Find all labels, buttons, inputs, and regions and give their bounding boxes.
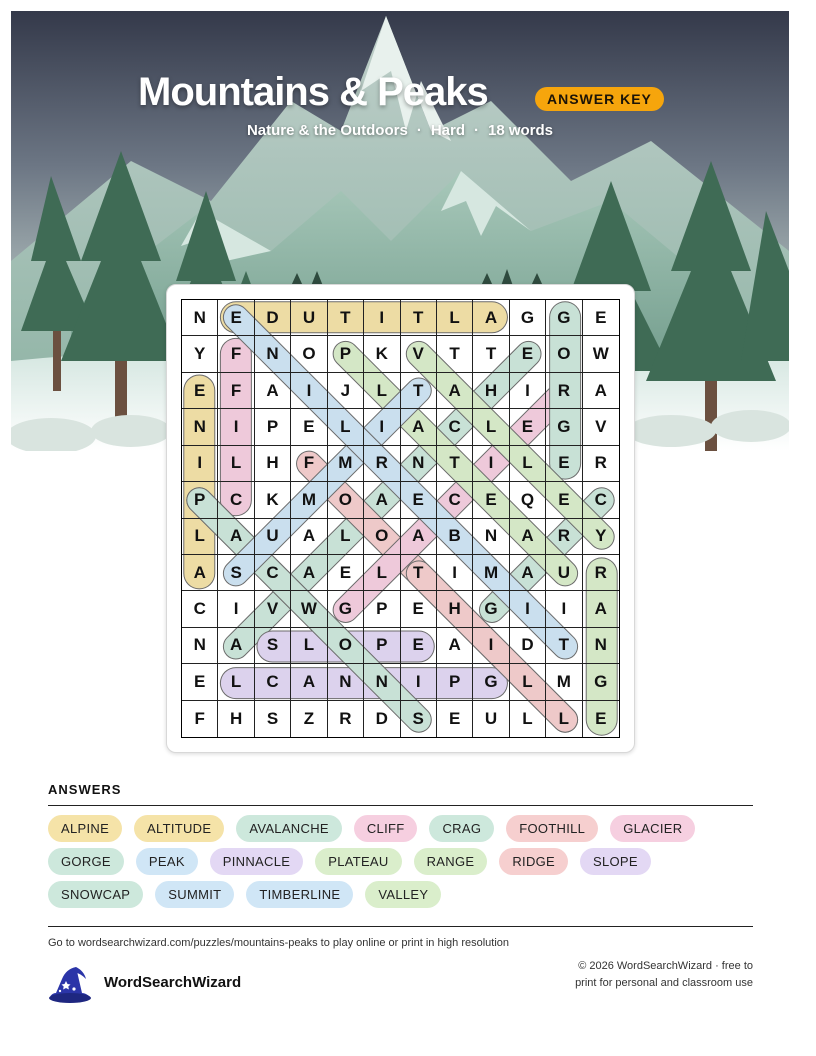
grid-cell[interactable]: O (328, 628, 364, 664)
answer-chip-plateau[interactable]: PLATEAU (315, 848, 401, 875)
grid-cell[interactable]: P (364, 591, 400, 627)
grid-cell[interactable]: E (510, 409, 546, 445)
grid-cell[interactable]: C (218, 482, 254, 518)
grid-cell[interactable]: R (546, 519, 582, 555)
grid-cell[interactable]: E (328, 555, 364, 591)
grid-cell[interactable]: I (182, 446, 218, 482)
grid-cell[interactable]: T (328, 300, 364, 336)
grid-cell[interactable]: S (401, 701, 437, 737)
grid-cell[interactable]: O (364, 519, 400, 555)
grid-cell[interactable]: T (437, 446, 473, 482)
letter-grid (181, 299, 620, 738)
grid-cell[interactable]: L (510, 664, 546, 700)
grid-cell[interactable]: C (255, 664, 291, 700)
answer-chip-glacier[interactable]: GLACIER (610, 815, 695, 842)
grid-cell[interactable]: P (182, 482, 218, 518)
grid-cell[interactable]: P (437, 664, 473, 700)
category-label: Nature & the Outdoors (246, 122, 408, 139)
grid-cell[interactable]: A (510, 519, 546, 555)
grid-cell[interactable]: E (473, 482, 509, 518)
grid-cell[interactable]: C (437, 482, 473, 518)
answer-chip-peak[interactable]: PEAK (136, 848, 198, 875)
grid-cell[interactable]: E (401, 628, 437, 664)
grid-cell[interactable]: G (328, 591, 364, 627)
grid-cell[interactable]: M (473, 555, 509, 591)
grid-cell[interactable]: K (364, 336, 400, 372)
grid-cell[interactable]: F (182, 701, 218, 737)
grid-cell[interactable]: K (255, 482, 291, 518)
grid-cell[interactable]: L (182, 519, 218, 555)
grid-cell[interactable]: C (182, 591, 218, 627)
grid-cell[interactable]: Y (583, 519, 619, 555)
grid-cell[interactable]: T (546, 628, 582, 664)
grid-cell[interactable]: C (255, 555, 291, 591)
grid-cell[interactable]: F (218, 336, 254, 372)
grid-cell[interactable]: N (473, 519, 509, 555)
title-row (0, 62, 816, 122)
grid-cell[interactable]: N (182, 628, 218, 664)
grid-cell[interactable]: G (473, 664, 509, 700)
page-title: Mountains & Peaks (138, 70, 488, 114)
wizard-hat-logo-icon (46, 963, 94, 1005)
grid-cell[interactable]: Q (510, 482, 546, 518)
grid-cell[interactable]: R (583, 555, 619, 591)
grid-cell[interactable]: D (255, 300, 291, 336)
grid-cell[interactable]: N (182, 300, 218, 336)
grid-cell[interactable]: W (291, 591, 327, 627)
grid-cell[interactable]: L (218, 446, 254, 482)
grid-cell[interactable]: L (510, 701, 546, 737)
grid-cell[interactable]: P (328, 336, 364, 372)
answer-chip-crag[interactable]: CRAG (429, 815, 494, 842)
grid-cell[interactable]: E (182, 664, 218, 700)
grid-cell[interactable]: R (328, 701, 364, 737)
grid-cell[interactable]: A (291, 519, 327, 555)
grid-cell[interactable]: U (473, 701, 509, 737)
grid-cell[interactable]: A (583, 373, 619, 409)
grid-cell[interactable]: A (401, 519, 437, 555)
grid-cell[interactable]: P (364, 628, 400, 664)
grid-cell[interactable]: A (291, 555, 327, 591)
divider (48, 926, 753, 927)
grid-cell[interactable]: N (182, 409, 218, 445)
grid-cell[interactable]: L (291, 628, 327, 664)
grid-cell[interactable]: H (255, 446, 291, 482)
grid-cell[interactable]: Z (291, 701, 327, 737)
answer-chip-avalanche[interactable]: AVALANCHE (236, 815, 342, 842)
answer-chip-range[interactable]: RANGE (414, 848, 488, 875)
grid-cell[interactable]: E (401, 482, 437, 518)
grid-cell[interactable]: V (401, 336, 437, 372)
grid-cell[interactable]: S (255, 628, 291, 664)
grid-cell[interactable]: O (291, 336, 327, 372)
grid-cell[interactable]: T (473, 336, 509, 372)
grid-cell[interactable]: A (583, 591, 619, 627)
grid-cell[interactable]: T (437, 336, 473, 372)
grid-cell[interactable]: I (510, 591, 546, 627)
grid-cell[interactable]: A (401, 409, 437, 445)
answer-chip-alpine[interactable]: ALPINE (48, 815, 122, 842)
grid-cell[interactable]: L (328, 519, 364, 555)
grid-cell[interactable]: A (218, 519, 254, 555)
grid-cell[interactable]: A (255, 373, 291, 409)
grid-cell[interactable]: A (473, 300, 509, 336)
brand-name: WordSearchWizard (104, 974, 242, 991)
grid-cell[interactable]: I (473, 628, 509, 664)
grid-cell[interactable]: I (401, 664, 437, 700)
grid-cell[interactable]: A (364, 482, 400, 518)
grid-cell[interactable]: A (437, 373, 473, 409)
grid-cell[interactable]: H (473, 373, 509, 409)
grid-cell[interactable]: I (437, 555, 473, 591)
grid-cell[interactable]: P (255, 409, 291, 445)
grid-cell[interactable]: I (364, 409, 400, 445)
grid-cell[interactable]: E (595, 708, 607, 728)
grid-cell[interactable]: E (437, 701, 473, 737)
word-search-grid-area (181, 299, 620, 738)
grid-cell[interactable]: L (546, 701, 582, 737)
grid-cell[interactable]: L (473, 409, 509, 445)
grid-cell[interactable]: T (401, 555, 437, 591)
grid-cell[interactable]: G (546, 409, 582, 445)
grid-cell[interactable]: L (364, 373, 400, 409)
grid-cell[interactable]: O (546, 336, 582, 372)
answer-chip-snowcap[interactable]: SNOWCAP (48, 881, 143, 908)
answer-word-list (48, 815, 758, 908)
grid-cell[interactable]: R (546, 373, 582, 409)
grid-cell[interactable]: W (583, 336, 619, 372)
divider (48, 805, 753, 806)
grid-cell[interactable]: A (218, 628, 254, 664)
answer-chip-pinnacle[interactable]: PINNACLE (210, 848, 303, 875)
grid-cell[interactable]: E (583, 300, 619, 336)
grid-cell[interactable]: G (510, 300, 546, 336)
grid-cell[interactable]: E (401, 591, 437, 627)
grid-cell[interactable]: I (473, 446, 509, 482)
grid-cell[interactable]: H (437, 591, 473, 627)
grid-cell[interactable]: E (546, 482, 582, 518)
grid-cell[interactable]: L (510, 446, 546, 482)
grid-cell[interactable]: A (182, 555, 218, 591)
grid-cell[interactable]: E (510, 336, 546, 372)
answer-chip-foothill[interactable]: FOOTHILL (506, 815, 598, 842)
grid-cell[interactable]: N (255, 336, 291, 372)
grid-cell[interactable]: L (437, 300, 473, 336)
grid-cell[interactable]: C (437, 409, 473, 445)
grid-cell[interactable]: S (218, 555, 254, 591)
puzzle-meta (0, 122, 800, 139)
grid-cell[interactable]: M (328, 446, 364, 482)
grid-cell[interactable]: A (510, 555, 546, 591)
answer-chip-slope[interactable]: SLOPE (580, 848, 651, 875)
grid-cell[interactable]: U (291, 300, 327, 336)
grid-cell[interactable]: U (255, 519, 291, 555)
grid-cell[interactable]: D (364, 701, 400, 737)
grid-cell[interactable]: M (291, 482, 327, 518)
grid-cell[interactable]: V (255, 591, 291, 627)
answer-chip-valley[interactable]: VALLEY (365, 881, 441, 908)
grid-cell[interactable]: I (546, 591, 582, 627)
grid-cell[interactable]: E (546, 446, 582, 482)
grid-cell[interactable]: L (364, 555, 400, 591)
grid-cell[interactable]: I (218, 409, 254, 445)
answer-chip-altitude[interactable]: ALTITUDE (134, 815, 224, 842)
grid-cell[interactable]: T (401, 300, 437, 336)
grid-cell[interactable]: N (583, 628, 619, 664)
grid-cell[interactable]: Y (182, 336, 218, 372)
copyright-notice: © 2026 WordSearchWizard · free to print for personal and classroom use (575, 960, 753, 989)
grid-cell[interactable]: I (364, 300, 400, 336)
grid-cell[interactable]: E (182, 373, 218, 409)
grid-cell[interactable]: H (218, 701, 254, 737)
meta-separator: · (474, 122, 479, 139)
grid-cell[interactable]: M (546, 664, 582, 700)
answers-heading: ANSWERS (48, 782, 122, 797)
meta-separator: · (416, 122, 422, 139)
grid-cell[interactable]: G (583, 664, 619, 700)
grid-cell[interactable]: J (328, 373, 364, 409)
grid-cell[interactable]: B (437, 519, 473, 555)
grid-cell[interactable]: F (218, 373, 254, 409)
grid-cell[interactable]: N (401, 446, 437, 482)
grid-cell[interactable]: F (291, 446, 327, 482)
answer-key-badge: ANSWER KEY (535, 87, 664, 111)
answer-chip-cliff[interactable]: CLIFF (354, 815, 418, 842)
grid-cell[interactable]: V (583, 409, 619, 445)
grid-cell[interactable]: U (546, 555, 582, 591)
grid-cell[interactable]: S (255, 701, 291, 737)
grid-cell[interactable]: R (583, 446, 619, 482)
grid-cell[interactable]: E (218, 300, 254, 336)
grid-cell[interactable]: L (328, 409, 364, 445)
grid-cell[interactable]: I (218, 591, 254, 627)
grid-cell[interactable]: N (328, 664, 364, 700)
answer-chip-timberline[interactable]: TIMBERLINE (246, 881, 353, 908)
answer-chip-summit[interactable]: SUMMIT (155, 881, 234, 908)
play-online-link[interactable]: Go to wordsearchwizard.com/puzzles/mountains-peaks to play online or print in high resolution (48, 937, 510, 949)
grid-cell[interactable]: A (437, 628, 473, 664)
grid-cell[interactable]: C (583, 482, 619, 518)
difficulty-label: Hard (430, 122, 465, 139)
grid-cell[interactable]: G (473, 591, 509, 627)
answer-chip-ridge[interactable]: RIDGE (499, 848, 568, 875)
grid-cell[interactable]: I (510, 373, 546, 409)
answer-chip-gorge[interactable]: GORGE (48, 848, 124, 875)
grid-cell[interactable]: G (546, 300, 582, 336)
grid-cell[interactable]: T (401, 373, 437, 409)
grid-cell[interactable]: D (510, 628, 546, 664)
grid-cell[interactable]: A (291, 664, 327, 700)
grid-cell[interactable]: O (328, 482, 364, 518)
grid-cell[interactable]: N (364, 664, 400, 700)
grid-cell[interactable]: I (291, 373, 327, 409)
grid-cell[interactable]: E (291, 409, 327, 445)
grid-cell[interactable]: L (218, 664, 254, 700)
grid-cell[interactable]: R (364, 446, 400, 482)
word-count-label: 18 words (488, 122, 554, 139)
